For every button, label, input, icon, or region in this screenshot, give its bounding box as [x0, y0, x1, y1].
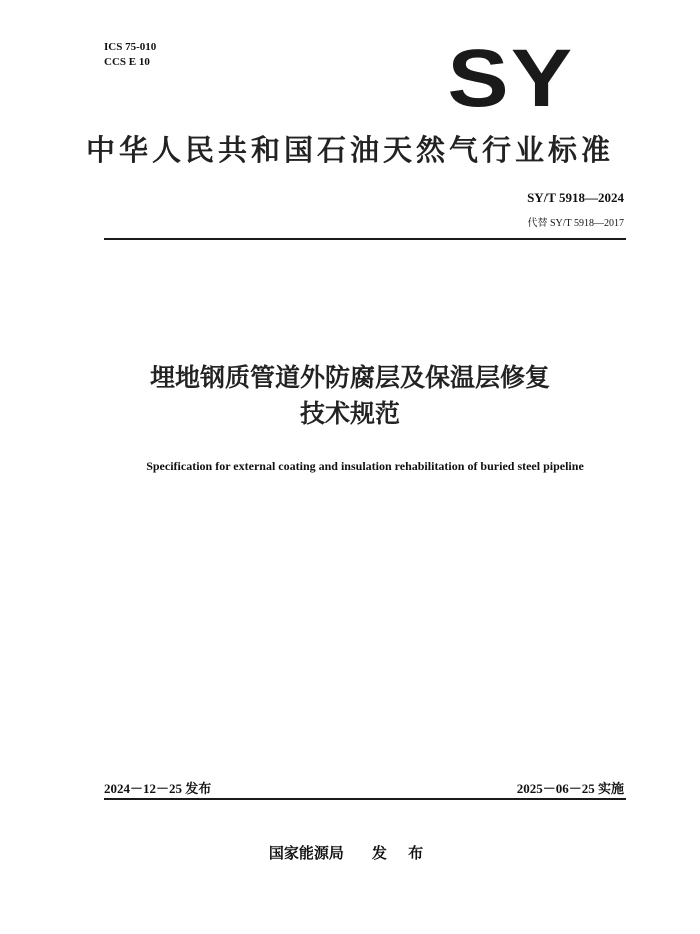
implement-date: 2025－06－25 实施: [516, 781, 624, 796]
classification-codes: [104, 40, 156, 70]
title-line-1: 埋地钢质管道外防腐层及保温层修复: [149, 363, 550, 392]
industry-standard-title: 中华人民共和国石油天然气行业标准: [85, 133, 614, 167]
ics-code: ICS 75-010: [104, 41, 157, 53]
ccs-code: CCS E 10: [104, 56, 150, 68]
document-title-en: Specification for external coating and insulation rehabilitation of buried steel pipeline: [146, 459, 584, 473]
issuer-name: 国家能源局: [268, 844, 344, 862]
replaces-note: 代替 SY/T 5918—2017: [527, 218, 624, 229]
publish-date: 2024－12－25 发布: [104, 781, 212, 796]
top-divider: [104, 238, 626, 240]
issuer-line: [0, 842, 700, 863]
bottom-divider: [104, 798, 626, 800]
issuer-verb: 发 布: [371, 844, 432, 862]
standard-number: SY/T 5918—2024: [527, 190, 624, 205]
sy-logo: SY: [447, 33, 574, 124]
title-line-2: 技术规范: [299, 399, 400, 428]
document-title-cn: [0, 360, 700, 432]
